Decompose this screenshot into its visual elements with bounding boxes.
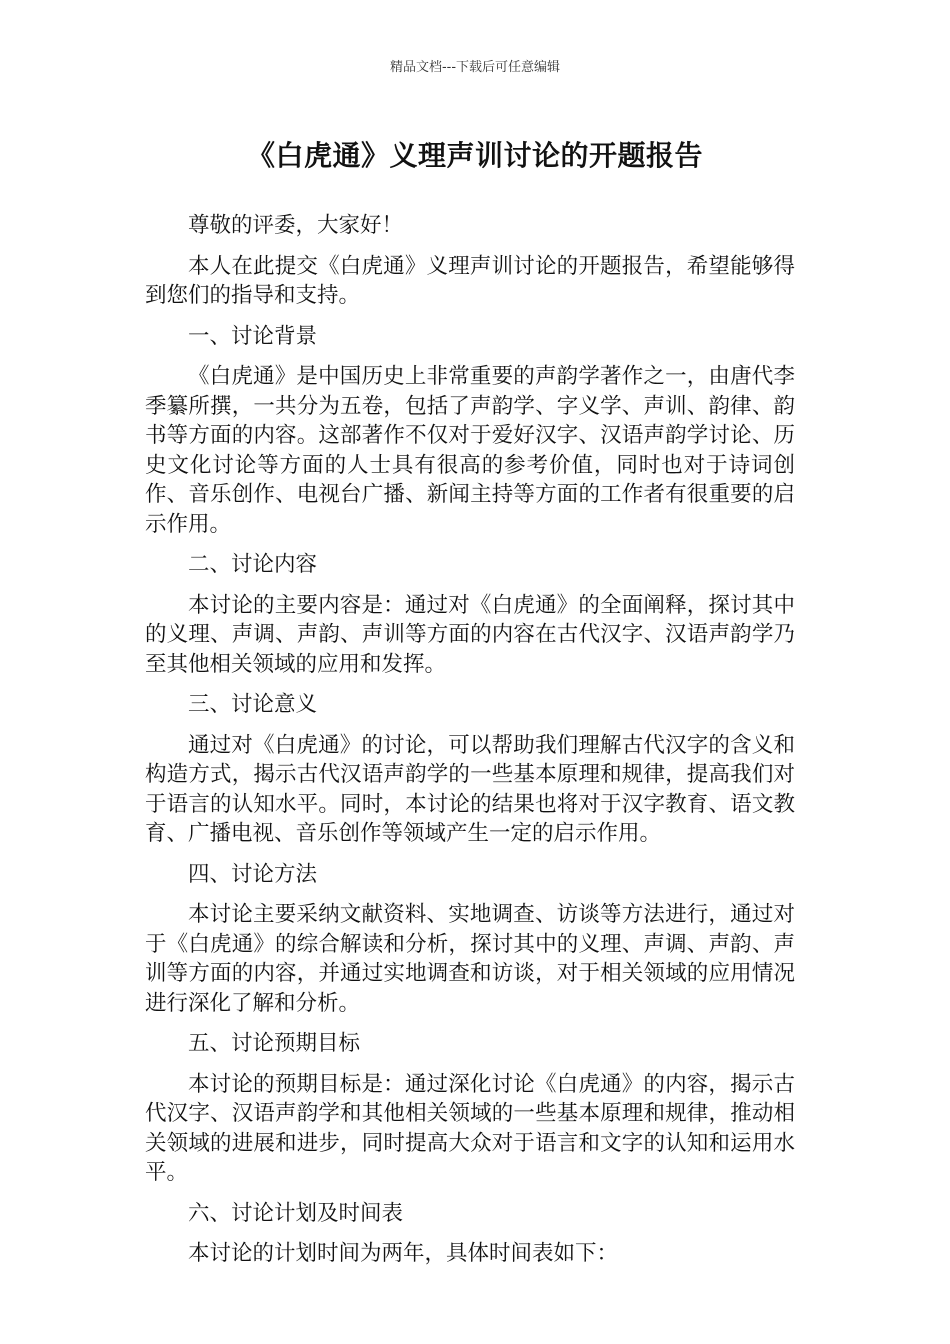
paragraph-content: 本讨论的主要内容是：通过对《白虎通》的全面阐释，探讨其中的义理、声调、声韵、声训等方面的内容在古代汉字、汉语声韵学乃至其他相关领域的应用和发挥。	[145, 592, 795, 677]
paragraph-greeting: 尊敬的评委，大家好！	[188, 213, 404, 238]
paragraph-goals: 本讨论的预期目标是：通过深化讨论《白虎通》的内容，揭示古代汉字、汉语声韵学和其他相关领域的一些基本原理和规律，推动相关领域的进展和进步，同时提高大众对于语言和文字的认知和运用水平。	[145, 1071, 795, 1185]
paragraph-background: 《白虎通》是中国历史上非常重要的声韵学著作之一，由唐代李季纂所撰，一共分为五卷，包括了声韵学、字义学、声训、韵律、韵书等方面的内容。这部著作不仅对于爱好汉字、汉语声韵学讨论、历史文化讨论等方面的人士具有很高的参考价值，同时也对于诗词创作、音乐创作、电视台广播、新闻主持等方面的工作者有很重要的启示作用。	[145, 364, 795, 537]
paragraph-schedule: 本讨论的计划时间为两年，具体时间表如下：	[188, 1241, 619, 1266]
section-heading-goals: 五、讨论预期目标	[188, 1031, 361, 1056]
section-heading-significance: 三、讨论意义	[188, 692, 318, 717]
document-title: 《白虎通》义理声训讨论的开题报告	[246, 139, 703, 172]
section-heading-content: 二、讨论内容	[188, 552, 318, 577]
section-heading-schedule: 六、讨论计划及时间表	[188, 1200, 404, 1226]
paragraph-significance: 通过对《白虎通》的讨论，可以帮助我们理解古代汉字的含义和构造方式，揭示古代汉语声韵学的一些基本原理和规律，提高我们对于语言的认知水平。同时，本讨论的结果也将对于汉字教育、语文教育、广播电视、音乐创作等领域产生一定的启示作用。	[145, 732, 795, 846]
section-heading-background: 一、讨论背景	[188, 323, 318, 349]
section-heading-method: 四、讨论方法	[188, 861, 318, 887]
page-header-watermark: 精品文档---下载后可任意编辑	[389, 60, 561, 75]
paragraph-intro: 本人在此提交《白虎通》义理声训讨论的开题报告，希望能够得到您们的指导和支持。	[145, 253, 795, 308]
document-body	[145, 211, 795, 1280]
paragraph-method: 本讨论主要采纳文献资料、实地调查、访谈等方法进行，通过对于《白虎通》的综合解读和分析，探讨其中的义理、声调、声韵、声训等方面的内容，并通过实地调查和访谈，对于相关领域的应用情况进行深化了解和分析。	[145, 902, 795, 1016]
